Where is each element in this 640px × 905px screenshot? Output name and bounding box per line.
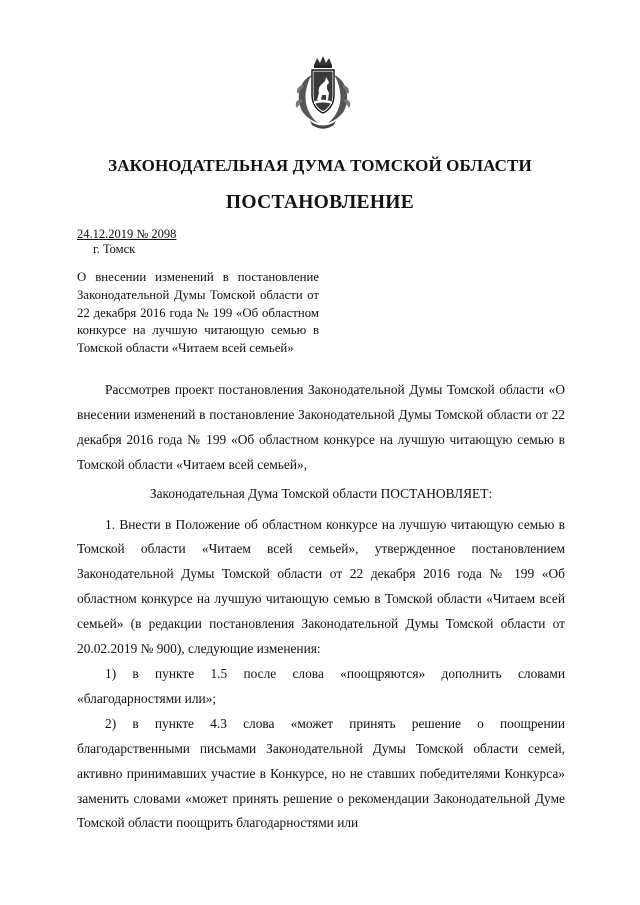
preamble-paragraph: Рассмотрев проект постановления Законодательной Думы Томской области «О внесении изменений в постановление Законодательной Думы Томской области от 22 декабря 2016 года № 199 «Об областном конкурсе на лучшую читающую семью в Томской области «Читаем всей семьей», [77, 382, 565, 472]
document-body [77, 378, 565, 836]
document-date-number: 24.12.2019 № 2098 [77, 227, 177, 241]
subitem-2-paragraph: 2) в пункте 4.3 слова «может принять решение о поощрении благодарственными письмами Законодательной Думы Томской области семей, активно принимавших участие в Конкурсе, но не ставших победителями Конкурса» заменить словами «может принять решение о рекомендации Законодательной Думе Томской области поощрить благодарностями или [77, 715, 565, 831]
coat-of-arms-icon-graphic [292, 55, 354, 129]
resolution-line: Законодательная Дума Томской области ПОСТАНОВЛЯЕТ: [149, 485, 493, 501]
coat-of-arms-icon [292, 55, 354, 129]
subitem-1-paragraph: 1) в пункте 1.5 после слова «поощряются» дополнить словами «благодарностями или»; [77, 665, 565, 706]
organization-title: ЗАКОНОДАТЕЛЬНАЯ ДУМА ТОМСКОЙ ОБЛАСТИ [108, 156, 532, 175]
document-city: г. Томск [93, 242, 136, 256]
document-type-title: ПОСТАНОВЛЕНИЕ [225, 192, 415, 213]
document-subject: О внесении изменений в постановление Законодательной Думы Томской области от 22 декабря 2016 года № 199 «Об областном конкурсе на лучшую читающую семью в Томской области «Читаем всей семьей» [77, 270, 319, 356]
item-1-paragraph: 1. Внести в Положение об областном конкурсе на лучшую читающую семью в Томской области «Читаем всей семьей», утвержденное постановлением Законодательной Думы Томской области от 22 декабря 2016 года № 199 «Об областном конкурсе на лучшую читающую семью в Томской области «Читаем всей семьей» (в редакции постановления Законодательной Думы Томской области от 20.02.2019 № 900), следующие изменения: [77, 516, 565, 657]
